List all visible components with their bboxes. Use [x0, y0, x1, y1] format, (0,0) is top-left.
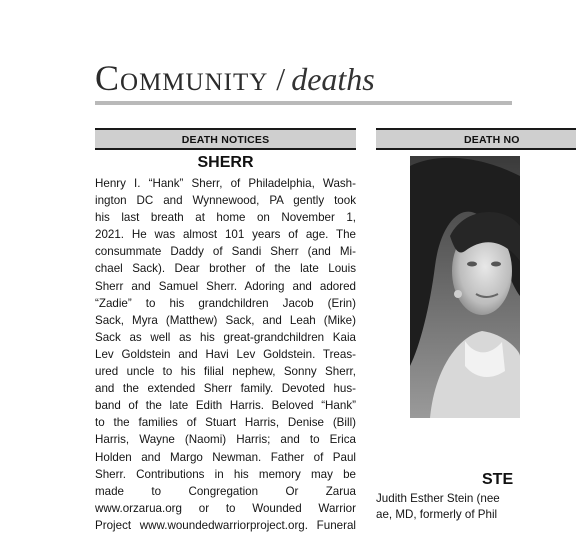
- obituary-text-line: Holden and Margo Newman. Father of Paul: [95, 450, 356, 464]
- obituary-text-line: 2021. He was almost 101 years of age. The: [95, 228, 356, 242]
- obituary-text-line: consummate Daddy of Sandi Sherr (and Mi-: [95, 245, 356, 259]
- obituary-text-line: band of the late Edith Harris. Beloved “Hank”: [95, 399, 356, 413]
- death-notices-header-left: [95, 128, 356, 150]
- obituary-text-line: and the extended Sherr family. Devoted hus-: [95, 382, 356, 396]
- obituary-text-line: www.orzarua.org or to Wounded Warrior: [95, 501, 356, 515]
- obituary-name-stein: STE: [482, 471, 514, 488]
- portrait-image: [410, 156, 520, 418]
- obituary-text-stein-line-1: Judith Esther Stein (nee: [376, 492, 500, 505]
- masthead-section: Community: [95, 58, 269, 98]
- obituary-text-line: Sack, Myra (Matthew) Sack, and Leah (Mike): [95, 313, 356, 327]
- masthead-rule: [95, 101, 512, 105]
- obituary-text-line: Sack as well as his great-grandchildren Kaia: [95, 330, 356, 344]
- obituary-text-line: Project www.woundedwarriorproject.org. Funeral: [95, 518, 356, 532]
- obituary-name-sherr: SHERR: [197, 154, 254, 171]
- obituary-text-line: ured uncle to his filial nephew, Sonny Sherr,: [95, 365, 356, 379]
- obituary-text-stein-line-2: ae, MD, formerly of Phil: [376, 508, 498, 521]
- obituary-photo: [410, 156, 520, 418]
- obituary-text-line: Lev Goldstein and Havi Lev Goldstein. Treas-: [95, 347, 356, 361]
- death-notices-header-right-label: DEATH NO: [464, 134, 520, 146]
- obituary-text-line: his last breath at home on November 1,: [95, 211, 356, 225]
- masthead-subsection: deaths: [291, 61, 375, 97]
- death-notices-header-right: [376, 128, 576, 150]
- obituary-text-line: Sherr and Samuel Sherr. Adoring and adored: [95, 279, 356, 293]
- obituary-text-line: to the families of Stuart Harris, Denise (Bill): [95, 416, 356, 430]
- obituary-text-line: made to Congregation Or Zarua: [95, 484, 356, 498]
- obituary-text-line: chael Sack). Dear brother of the late Louis: [95, 262, 356, 276]
- obituary-text-line: “Zadie” to his grandchildren Jacob (Erin): [95, 296, 356, 310]
- masthead-separator: /: [276, 61, 286, 97]
- obituary-text-line: ington DC and Wynnewood, PA gently took: [95, 194, 356, 208]
- section-masthead: [95, 60, 375, 96]
- obituary-text-line: Henry I. “Hank” Sherr, of Philadelphia, Wash-: [95, 177, 356, 190]
- obituary-text-line: Harris, Wayne (Naomi) Harris; and to Erica: [95, 433, 356, 447]
- death-notices-header-left-label: DEATH NOTICES: [181, 134, 270, 146]
- obituary-text-sherr: [95, 175, 356, 534]
- obituary-text-line: Sherr. Contributions in his memory may be: [95, 467, 356, 481]
